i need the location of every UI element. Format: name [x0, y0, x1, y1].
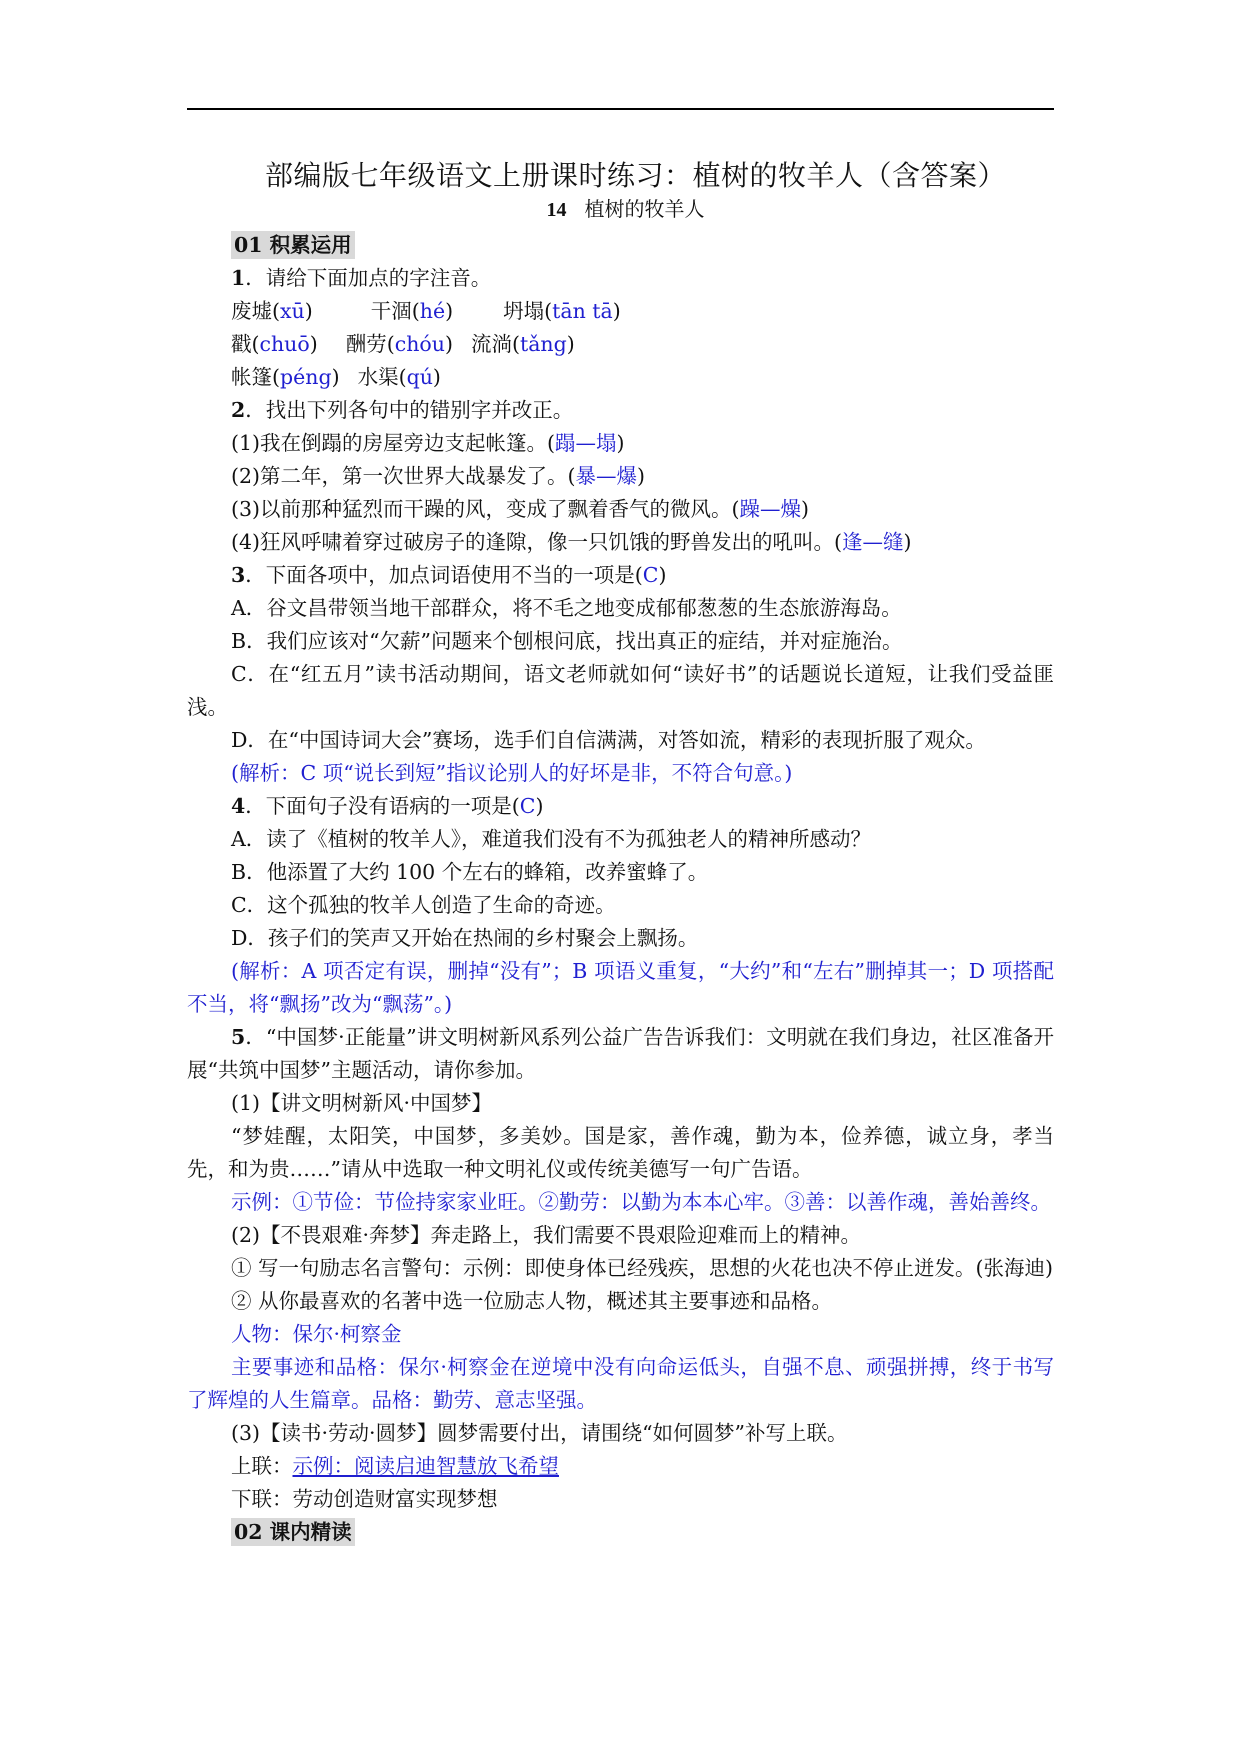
q5-lower-couplet: 下联：劳动创造财富实现梦想	[231, 1487, 498, 1511]
header-rule	[187, 108, 1054, 110]
q3-analysis: (解析：C 项“说长到短”指议论别人的好坏是非，不符合句意。)	[231, 761, 793, 785]
section-heading: 01 积累运用	[187, 229, 1054, 262]
pinyin-row-2: 戳(chuō) 酬劳(chóu) 流淌(tǎng)	[231, 332, 575, 356]
q4-analysis: (解析：A 项否定有误，删掉“没有”；B 项语义重复，“大约”和“左右”删掉其一；D 项搭配不当，将“飘扬”改为“飘荡”。)	[187, 959, 1054, 1016]
section-heading: 02 课内精读	[187, 1516, 1054, 1549]
pinyin-row-3: 帐篷(péng) 水渠(qú)	[231, 365, 441, 389]
q4-option: A．读了《植树的牧羊人》，难道我们没有不为孤独老人的精神所感动？	[231, 827, 872, 851]
question-5: 5．“中国梦·正能量”讲文明树新风系列公益广告告诉我们：文明就在我们身边，社区准备开展“共筑中国梦”主题活动，请你参加。	[187, 1025, 1054, 1082]
q5-part1-text: “梦娃醒，太阳笑，中国梦，多美妙。国是家，善作魂，勤为本，俭养德，诚立身，孝当先，和为贵……”请从中选取一种文明礼仪或传统美德写一句广告语。	[187, 1124, 1054, 1181]
q4-option: B．他添置了大约 100 个左右的蜂箱，改养蜜蜂了。	[231, 860, 709, 884]
q4-option: D．孩子们的笑声又开始在热闹的乡村聚会上飘扬。	[231, 926, 699, 950]
question-2: 2．找出下列各句中的错别字并改正。	[231, 398, 574, 422]
lesson-name: 植树的牧羊人	[584, 197, 705, 221]
q5-upper-couplet: 上联：示例：阅读启迪智慧放飞希望	[231, 1454, 559, 1478]
q5-part3-title: (3)【读书·劳动·圆梦】圆梦需要付出，请围绕“如何圆梦”补写上联。	[231, 1421, 848, 1445]
lesson-heading	[197, 194, 1054, 225]
q2-item: (4)狂风呼啸着穿过破房子的逢隙，像一只饥饿的野兽发出的吼叫。(逢—缝)	[231, 530, 912, 554]
q5-part2-item1: ① 写一句励志名言警句：示例：即使身体已经残疾，思想的火花也决不停止迸发。(张海迪)	[231, 1256, 1054, 1280]
document-content	[187, 158, 1054, 1549]
q5-part1-answer: 示例：①节俭：节俭持家家业旺。②勤劳：以勤为本本心牢。③善：以善作魂，善始善终。	[231, 1190, 1051, 1214]
q5-part2-person: 人物：保尔·柯察金	[231, 1322, 402, 1346]
q4-option: C．这个孤独的牧羊人创造了生命的奇迹。	[231, 893, 616, 917]
q5-part2-title: (2)【不畏艰难·奔梦】奔走路上，我们需要不畏艰险迎难而上的精神。	[231, 1223, 862, 1247]
q3-option: C．在“红五月”读书活动期间，语文老师就如何“读好书”的话题说长道短，让我们受益匪浅。	[187, 662, 1054, 719]
q3-option: A．谷文昌带领当地干部群众，将不毛之地变成郁郁葱葱的生态旅游海岛。	[231, 596, 902, 620]
q5-part1-title: (1)【讲文明树新风·中国梦】	[231, 1091, 493, 1115]
q3-option: D．在“中国诗词大会”赛场，选手们自信满满，对答如流，精彩的表现折服了观众。	[231, 728, 986, 752]
q3-option: B．我们应该对“欠薪”问题来个刨根问底，找出真正的症结，并对症施治。	[231, 629, 903, 653]
q5-part2-deeds: 主要事迹和品格：保尔·柯察金在逆境中没有向命运低头，自强不息、顽强拼搏，终于书写了辉煌的人生篇章。品格：勤劳、意志坚强。	[187, 1355, 1054, 1412]
q2-item: (1)我在倒蹋的房屋旁边支起帐篷。(蹋—塌)	[231, 431, 625, 455]
question-3: 3．下面各项中，加点词语使用不当的一项是(C)	[231, 563, 667, 587]
pinyin-row-1: 废墟(xū) 干涸(hé) 坍塌(tān tā)	[231, 299, 621, 323]
q2-item: (3)以前那种猛烈而干躁的风，变成了飘着香气的微风。(躁—燥)	[231, 497, 810, 521]
question-4: 4．下面句子没有语病的一项是(C)	[231, 794, 544, 818]
q2-item: (2)第二年，第一次世界大战暴发了。(暴—爆)	[231, 464, 646, 488]
question-1: 1．请给下面加点的字注音。	[231, 266, 492, 290]
document-title: 部编版七年级语文上册课时练习：植树的牧羊人（含答案）	[264, 159, 1006, 192]
q5-part2-item2: ② 从你最喜欢的名著中选一位励志人物，概述其主要事迹和品格。	[231, 1289, 833, 1313]
lesson-number: 14	[546, 199, 567, 221]
